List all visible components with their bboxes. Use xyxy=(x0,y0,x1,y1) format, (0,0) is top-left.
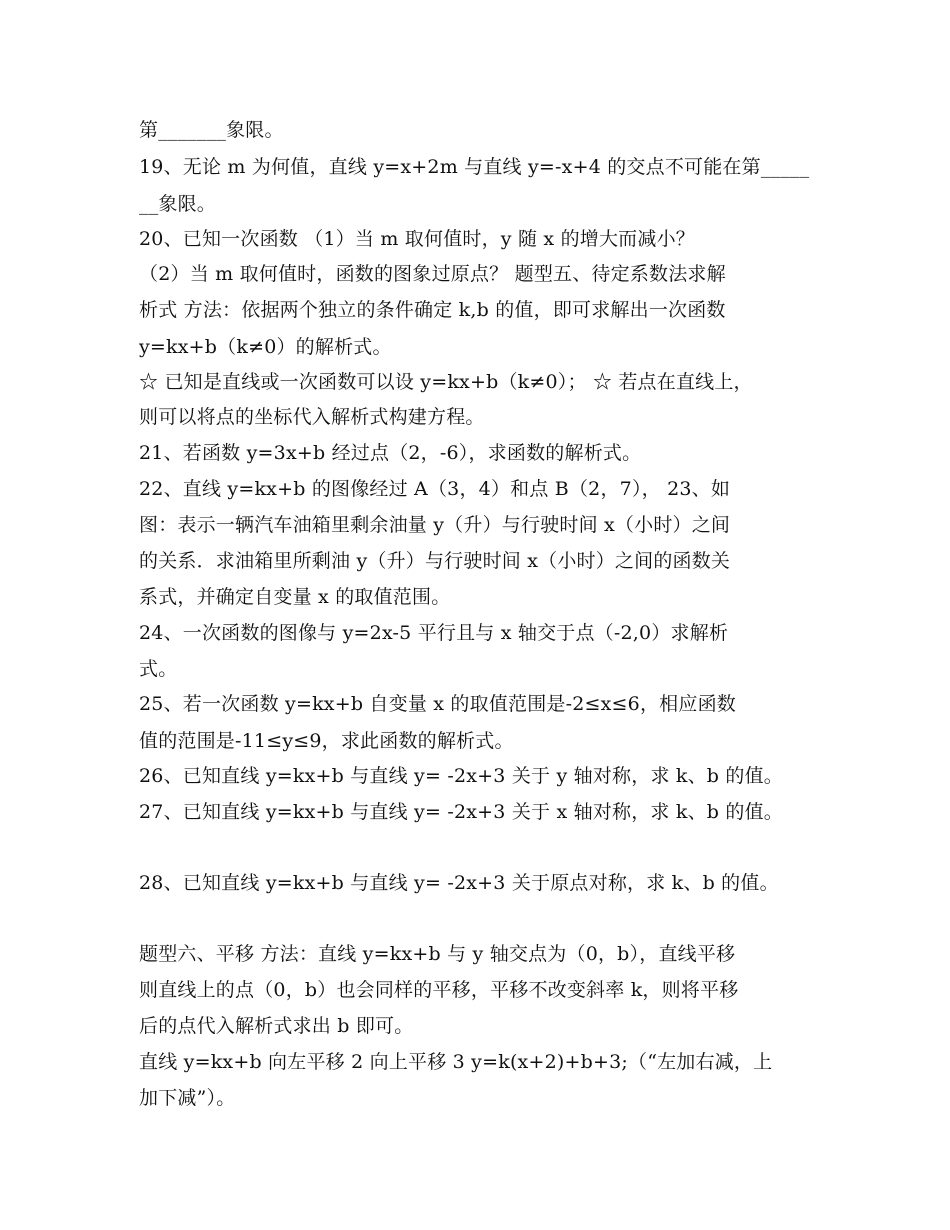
text-line: 27、已知直线 y=kx+b 与直线 y= -2x+3 关于 x 轴对称，求 k、b 的值。 xyxy=(139,801,783,823)
text-line: 题型六、平移 方法：直线 y=kx+b 与 y 轴交点为（0，b），直线平移 xyxy=(139,943,736,965)
text-line: 第_______象限。 xyxy=(139,119,284,141)
text-line: 式。 xyxy=(139,658,178,680)
text-line: 24、一次函数的图像与 y=2x-5 平行且与 x 轴交于点（-2,0）求解析 xyxy=(139,622,729,644)
text-line: 图：表示一辆汽车油箱里剩余油量 y（升）与行驶时间 x（小时）之间 xyxy=(139,514,731,536)
text-line: 系式，并确定自变量 x 的取值范围。 xyxy=(139,586,451,608)
text-line: 析式 方法：依据两个独立的条件确定 k,b 的值，即可求解出一次函数 xyxy=(139,299,726,321)
text-line: 19、无论 m 为何值，直线 y=x+2m 与直线 y=-x+4 的交点不可能在第_____ xyxy=(139,156,810,178)
text-line: y=kx+b（k≠0）的解析式。 xyxy=(139,336,392,358)
text-line: 则直线上的点（0，b）也会同样的平移，平移不改变斜率 k，则将平移 xyxy=(139,979,739,1001)
text-line: 28、已知直线 y=kx+b 与直线 y= -2x+3 关于原点对称，求 k、b 的值。 xyxy=(139,872,779,894)
text-line: __象限。 xyxy=(139,193,217,215)
text-line: （2）当 m 取何值时，函数的图象过原点？ 题型五、待定系数法求解 xyxy=(139,263,726,285)
text-line: 21、若函数 y=3x+b 经过点（2，-6），求函数的解析式。 xyxy=(139,442,642,464)
text-line: ☆ 已知是直线或一次函数可以设 y=kx+b（k≠0）； ☆ 若点在直线上， xyxy=(139,371,753,393)
text-line: 后的点代入解析式求出 b 即可。 xyxy=(139,1015,414,1037)
text-line: 加下减”）。 xyxy=(139,1087,236,1109)
text-line: 则可以将点的坐标代入解析式构建方程。 xyxy=(139,406,485,428)
text-line: 22、直线 y=kx+b 的图像经过 A（3，4）和点 B（2，7）， 23、如 xyxy=(139,478,731,500)
text-line: 值的范围是-11≤y≤9，求此函数的解析式。 xyxy=(139,730,514,752)
text-line: 26、已知直线 y=kx+b 与直线 y= -2x+3 关于 y 轴对称，求 k、b 的值。 xyxy=(139,765,783,787)
text-line: 20、已知一次函数 （1）当 m 取何值时，y 随 x 的增大而减小？ xyxy=(139,228,695,250)
text-line: 直线 y=kx+b 向左平移 2 向上平移 3 y=k(x+2)+b+3;（“左加右减，上 xyxy=(139,1051,773,1073)
text-line: 25、若一次函数 y=kx+b 自变量 x 的取值范围是-2≤x≤6，相应函数 xyxy=(139,693,736,715)
text-line: 的关系．求油箱里所剩油 y（升）与行驶时间 x（小时）之间的函数关 xyxy=(139,550,731,572)
